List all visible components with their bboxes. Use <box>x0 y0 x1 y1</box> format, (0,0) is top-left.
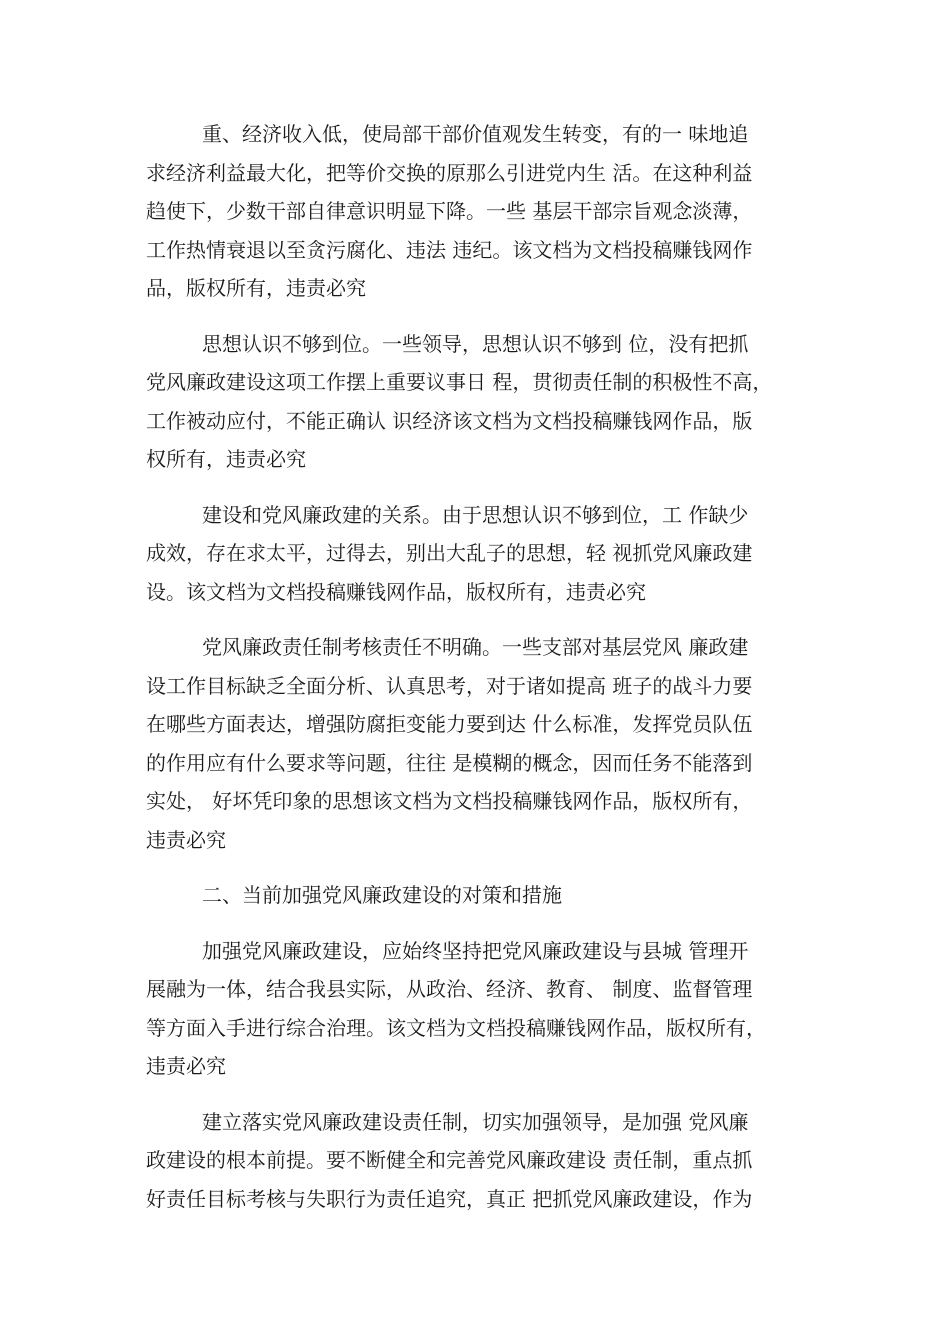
text-line: 工作热情衰退以至贪污腐化、违法 违纪。该文档为文档投稿赚钱网作 <box>146 237 753 262</box>
text-line: 等方面入手进行综合治理。该文档为文档投稿赚钱网作品，版权所有， <box>146 1015 766 1040</box>
paragraph-7 <box>146 1103 806 1219</box>
text-line: 建立落实党风廉政建设责任制，切实加强领导，是加强 党风廉 <box>202 1109 749 1134</box>
text-line: 加强党风廉政建设，应始终坚持把党风廉政建设与县城 管理开 <box>202 938 749 963</box>
text-line: 违责必究 <box>146 1054 226 1078</box>
paragraph-3 <box>146 496 806 612</box>
text-line: 党风廉政建设这项工作摆上重要议事日 程，贯彻责任制的积极性不高， <box>146 370 773 394</box>
text-line: 设。该文档为文档投稿赚钱网作品，版权所有，违责必究 <box>146 579 646 604</box>
text-line: 党风廉政责任制考核责任不明确。一些支部对基层党风 廉政建 <box>202 635 749 659</box>
paragraph-2 <box>146 325 806 479</box>
text-line: 好责任目标考核与失职行为责任追究，真正 把抓党风廉政建设，作为 <box>146 1186 753 1211</box>
text-line: 实处， 好坏凭印象的思想该文档为文档投稿赚钱网作品，版权所有， <box>146 789 753 813</box>
text-line: 展融为一体，结合我县实际，从政治、经济、教育、 制度、监督管理 <box>146 977 753 1001</box>
heading-line: 二、当前加强党风廉政建设的对策和措施 <box>202 883 562 907</box>
paragraph-6 <box>146 932 806 1086</box>
text-line: 成效，存在求太平，过得去，别出大乱子的思想，轻 视抓党风廉政建 <box>146 541 753 565</box>
text-line: 工作被动应付，不能正确认 识经济该文档为文档投稿赚钱网作品，版 <box>146 408 753 433</box>
text-line: 趋使下，少数干部自律意识明显下降。一些 基层干部宗旨观念淡薄， <box>146 199 753 223</box>
document-body <box>146 115 806 1235</box>
text-line: 权所有，违责必究 <box>146 447 306 471</box>
text-line: 在哪些方面表达，增强防腐拒变能力要到达 什么标准，发挥党员队伍 <box>146 712 753 736</box>
text-line: 品，版权所有，违责必究 <box>146 276 366 300</box>
paragraph-1 <box>146 115 806 308</box>
section-heading <box>146 876 806 915</box>
text-line: 建设和党风廉政建的关系。由于思想认识不够到位，工 作缺少 <box>202 502 749 527</box>
text-line: 违责必究 <box>146 827 226 852</box>
text-line: 设工作目标缺乏全面分析、认真思考，对于诸如提高 班子的战斗力要 <box>146 673 753 698</box>
text-line: 重、经济收入低，使局部干部价值观发生转变，有的一 味地追 <box>202 122 749 146</box>
text-line: 政建设的根本前提。要不断健全和完善党风廉政建设 责任制，重点抓 <box>146 1148 753 1172</box>
text-line: 思想认识不够到位。一些领导，思想认识不够到 位，没有把抓 <box>202 331 749 356</box>
text-line: 求经济利益最大化，把等价交换的原那么引进党内生 活。在这种利益 <box>146 160 753 185</box>
paragraph-4 <box>146 628 806 859</box>
text-line: 的作用应有什么要求等问题，往往 是模糊的概念，因而任务不能落到 <box>146 750 753 775</box>
